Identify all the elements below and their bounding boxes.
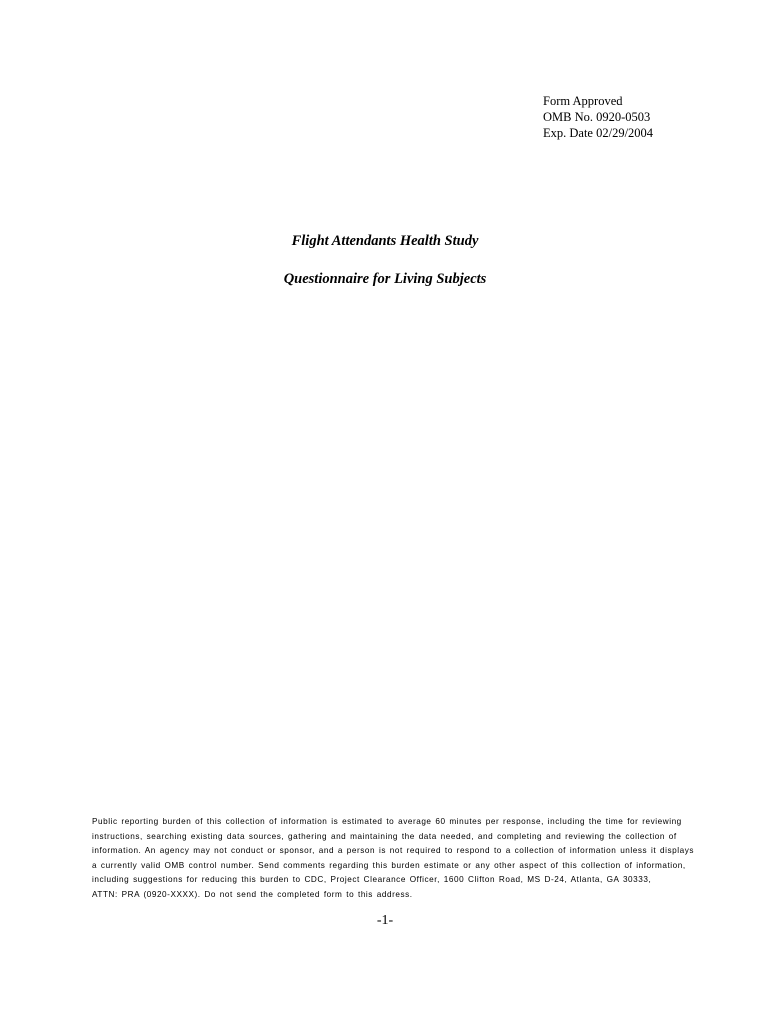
burden-line: including suggestions for reducing this burden to CDC, Project Clearance Officer, 1600 Clifton Road, MS D-24, Atlanta, GA 30333, xyxy=(92,875,652,884)
burden-line: instructions, searching existing data sources, gathering and maintaining the data needed, and completing and reviewing the collection of xyxy=(92,831,677,841)
expiration-date: Exp. Date 02/29/2004 xyxy=(543,126,654,140)
burden-statement xyxy=(92,815,694,902)
page-number: -1- xyxy=(376,913,394,928)
burden-line: Public reporting burden of this collection of information is estimated to average 60 minutes per response, including the time for reviewing xyxy=(92,817,682,826)
burden-line: ATTN: PRA (0920-XXXX). Do not send the completed form to this address. xyxy=(92,889,413,899)
study-title: Flight Attendants Health Study xyxy=(291,233,479,249)
omb-number: OMB No. 0920-0503 xyxy=(543,110,651,124)
questionnaire-title: Questionnaire for Living Subjects xyxy=(283,271,487,287)
omb-approval-block xyxy=(543,93,653,141)
form-approved-label: Form Approved xyxy=(543,94,623,108)
burden-line: information. An agency may not conduct or sponsor, and a person is not required to respond to a collection of information unless it displays xyxy=(92,846,694,855)
burden-line: a currently valid OMB control number. Send comments regarding this burden estimate or any other aspect of this collection of information, xyxy=(92,860,686,870)
